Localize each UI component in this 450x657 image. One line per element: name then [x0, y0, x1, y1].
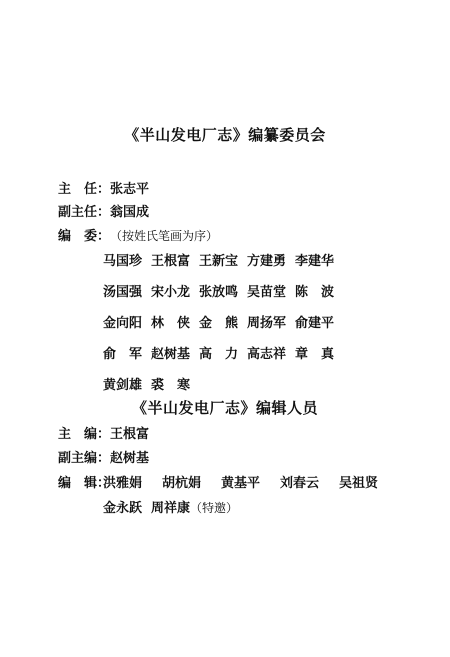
- member-name: 吴苗堂: [247, 285, 287, 300]
- editor-name: 胡杭娟: [162, 476, 202, 491]
- chief-editor-label: 主 编：: [58, 427, 111, 442]
- chief-editor-name: 王根富: [110, 427, 150, 442]
- member-name: 汤国强: [103, 285, 143, 300]
- member-name: 俞建平: [295, 316, 335, 331]
- editors-row-2: [103, 497, 238, 516]
- deputy-director-name: 翁国成: [110, 205, 150, 220]
- special-invite-note: （特邀）: [190, 501, 239, 515]
- editor-name: 金永跃: [103, 501, 143, 516]
- committee-title: 《半山发电厂志》编纂委员会: [124, 126, 326, 144]
- member-name: 金 熊: [199, 316, 239, 331]
- member-name: 方建勇: [247, 254, 287, 269]
- member-name: 章 真: [295, 347, 335, 362]
- director-line: [58, 178, 149, 197]
- deputy-director-line: [58, 201, 149, 220]
- editor-name: 吴祖贤: [339, 476, 379, 491]
- editors-label: 编 辑：: [58, 476, 111, 491]
- members-order-note: （按姓氏笔画为序）: [110, 229, 219, 243]
- member-name: 赵树基: [151, 347, 191, 362]
- committee-members-grid: [103, 250, 343, 393]
- deputy-chief-editor-line: [58, 447, 149, 466]
- member-name: 金向阳: [103, 316, 143, 331]
- member-name: 林 侠: [151, 316, 191, 331]
- committee-members-label: 编 委：: [58, 229, 111, 244]
- member-name: 裘 寒: [151, 378, 191, 393]
- editors-row-1: [103, 472, 403, 491]
- member-name: 高 力: [199, 347, 239, 362]
- deputy-chief-editor-name: 赵树基: [110, 451, 150, 466]
- committee-members-line: [58, 225, 218, 244]
- member-name: 张放鸣: [199, 285, 239, 300]
- editorial-title: 《半山发电厂志》编辑人员: [131, 399, 318, 417]
- deputy-director-label: 副主任：: [58, 205, 111, 220]
- editor-name: 黄基平: [221, 476, 261, 491]
- member-name: 黄剑雄: [103, 378, 143, 393]
- member-name: 高志祥: [247, 347, 287, 362]
- member-name: 王根富: [151, 254, 191, 269]
- member-name: 陈 波: [295, 285, 335, 300]
- editor-name: 刘春云: [280, 476, 320, 491]
- chief-editor-line: [58, 423, 149, 442]
- director-name: 张志平: [110, 182, 150, 197]
- member-name: 王新宝: [199, 254, 239, 269]
- member-name: 周扬军: [247, 316, 287, 331]
- member-name: 马国珍: [103, 254, 143, 269]
- member-name: 李建华: [295, 254, 335, 269]
- director-label: 主 任：: [58, 182, 111, 197]
- deputy-chief-editor-label: 副主编：: [58, 451, 111, 466]
- editor-name: 周祥康: [151, 501, 191, 516]
- member-name: 俞 军: [103, 347, 143, 362]
- member-name: 宋小龙: [151, 285, 191, 300]
- editor-name: 洪雅娟: [103, 476, 143, 491]
